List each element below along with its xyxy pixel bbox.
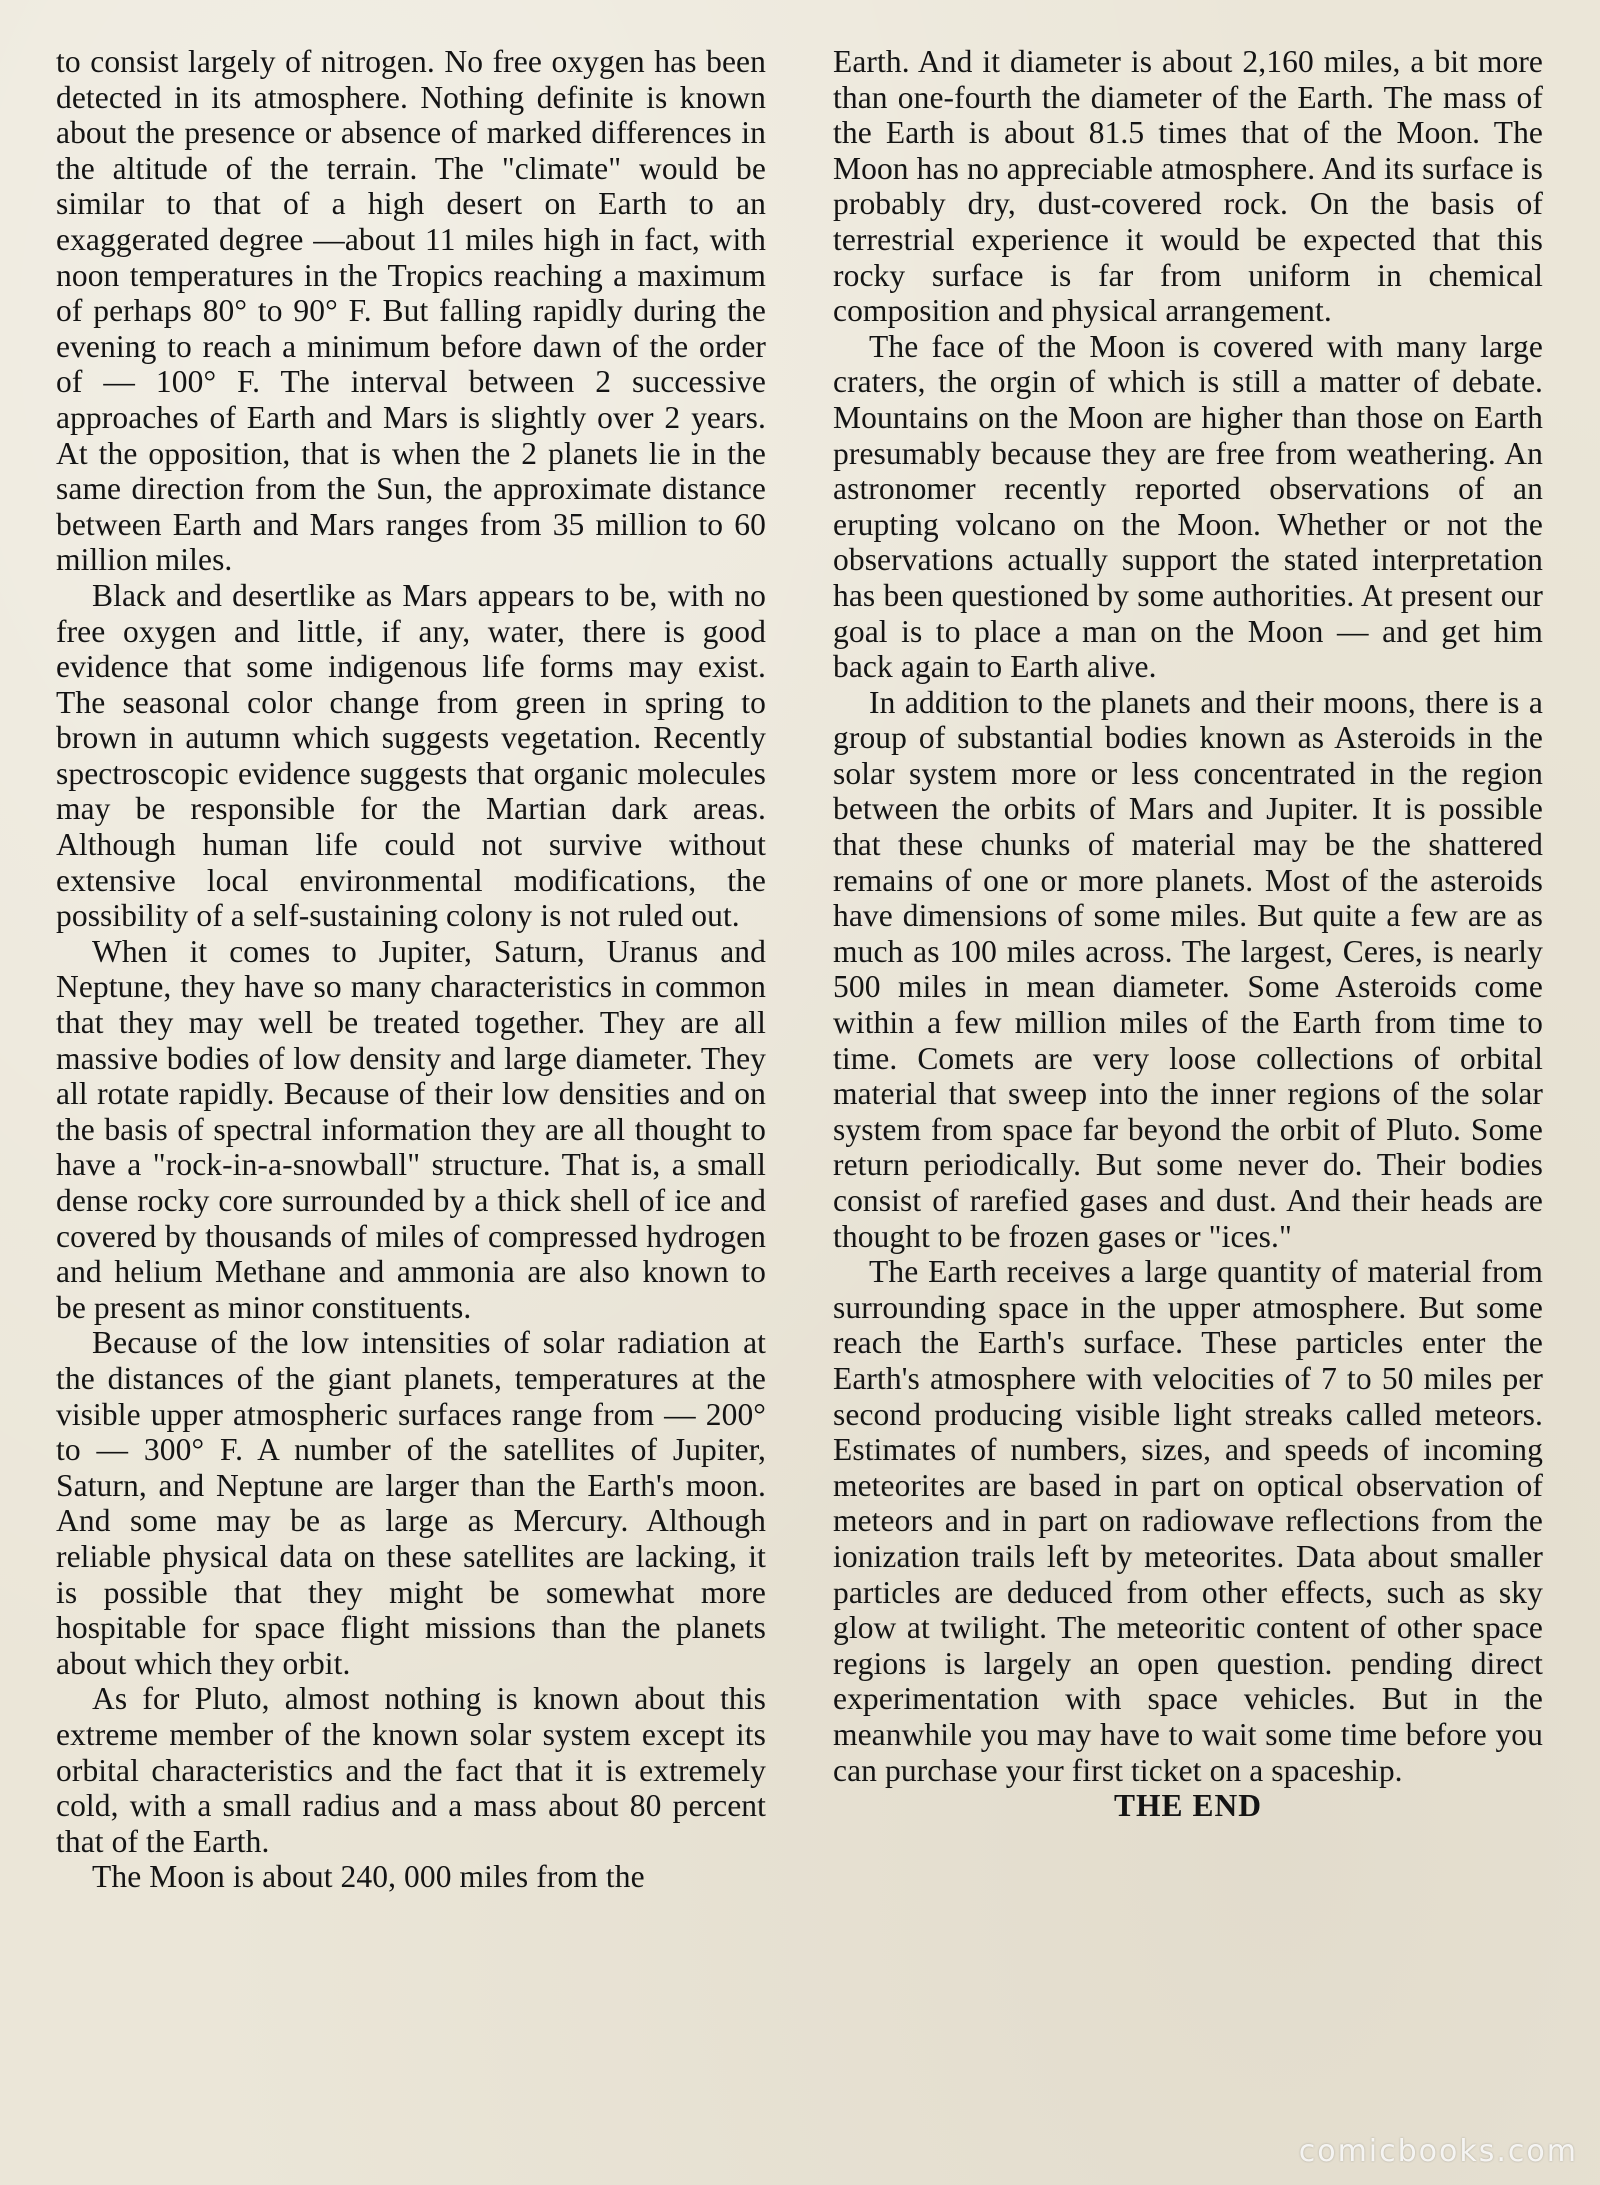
watermark: comicbooks.com [1298,2134,1578,2169]
right-text-column [833,44,1543,1824]
paragraph-giant-planets: When it comes to Jupiter, Saturn, Uranus and Neptune, they have so many characteristics in common that they may well be treated together. They are all massive bodies of low density and large diameter. They all rotate rapidly. Because of their low densities and on the basis of spectral information they are all thought to have a "rock-in-a-snowball" structure. That is, a small dense rocky core surrounded by a thick shell of ice and covered by thousands of miles of compressed hydrogen and helium Methane and ammonia are also known to be present as minor constituents. [56,933,766,1325]
left-text-column [56,44,766,1895]
paragraph-asteroids-comets: In addition to the planets and their moons, there is a group of substantial bodies known as Asteroids in the solar system more or less concentrated in the region between the orbits of Mars and Jupiter. It is possible that these chunks of material may be the shattered remains of one or more planets. Most of the asteroids have dimensions of some miles. But quite a few are as much as 100 miles across. The largest, Ceres, is nearly 500 miles in mean diameter. Some Asteroids come within a few million miles of the Earth from time to time. Comets are very loose collections of orbital material that sweep into the inner regions of the solar system from space far beyond the orbit of Pluto. Some return periodically. But some never do. Their bodies consist of rarefied gases and dust. And their heads are thought to be frozen gases or "ices." [833,684,1543,1254]
paragraph-pluto: As for Pluto, almost nothing is known about this extreme member of the known solar system except its orbital characteristics and the fact that it is extremely cold, with a small radius and a mass about 80 percent that of the Earth. [56,1681,766,1859]
paragraph-mars-life: Black and desertlike as Mars appears to be, with no free oxygen and little, if any, water, there is good evidence that some indigenous life forms may exist. The seasonal color change from green in spring to brown in autumn which suggests vegetation. Recently spectroscopic evidence suggests that organic molecules may be responsible for the Martian dark areas. Although human life could not survive without extensive local environmental modifications, the possibility of a self-sustaining colony is not ruled out. [56,577,766,934]
paragraph-moon-continued: Earth. And it diameter is about 2,160 miles, a bit more than one-fourth the diameter of the Earth. The mass of the Earth is about 81.5 times that of the Moon. The Moon has no appreciable atmosphere. And its surface is probably dry, dust-covered rock. On the basis of terrestrial experience it would be expected that this rocky surface is far from uniform in chemical composition and physical arrangement. [833,44,1543,329]
paragraph-mars-climate: to consist largely of nitrogen. No free oxygen has been detected in its atmosphere. Nothing definite is known about the presence or absence of marked differences in the altitude of the terrain. The "climate" would be similar to that of a high desert on Earth to an exaggerated degree —about 11 miles high in fact, with noon temperatures in the Tropics reaching a maximum of perhaps 80° to 90° F. But falling rapidly during the evening to reach a minimum before dawn of the order of — 100° F. The interval between 2 successive approaches of Earth and Mars is slightly over 2 years. At the opposition, that is when the 2 planets lie in the same direction from the Sun, the approximate distance between Earth and Mars ranges from 35 million to 60 million miles. [56,44,766,578]
paragraph-moon-craters: The face of the Moon is covered with many large craters, the orgin of which is still a matter of debate. Mountains on the Moon are higher than those on Earth presumably because they are free from weathering. An astronomer recently reported observations of an erupting volcano on the Moon. Whether or not the observations actually support the stated interpretation has been questioned by some authorities. At present our goal is to place a man on the Moon — and get him back again to Earth alive. [833,328,1543,685]
paragraph-meteors: The Earth receives a large quantity of material from surrounding space in the upper atmosphere. But some reach the Earth's surface. These particles enter the Earth's atmosphere with velocities of 7 to 50 miles per second producing visible light streaks called meteors. Estimates of numbers, sizes, and speeds of incoming meteorites are based in part on optical observation of meteors and in part on radiowave reflections from the ionization trails left by meteorites. Data about smaller particles are deduced from other effects, such as sky glow at twilight. The meteoritic content of other space regions is largely an open question. pending direct experimentation with space vehicles. But in the meanwhile you may have to wait some time before you can purchase your first ticket on a spaceship. [833,1254,1543,1788]
paragraph-giant-planet-temperatures: Because of the low intensities of solar radiation at the distances of the giant planets, temperatures at the visible upper atmospheric surfaces range from — 200° to — 300° F. A number of the satellites of Jupiter, Saturn, and Neptune are larger than the Earth's moon. And some may be as large as Mercury. Although reliable physical data on these satellites are lacking, it is possible that they might be somewhat more hospitable for space flight missions than the planets about which they orbit. [56,1325,766,1681]
paragraph-moon-start: The Moon is about 240, 000 miles from the [92,1859,645,1895]
the-end-label: THE END [1114,1788,1262,1824]
